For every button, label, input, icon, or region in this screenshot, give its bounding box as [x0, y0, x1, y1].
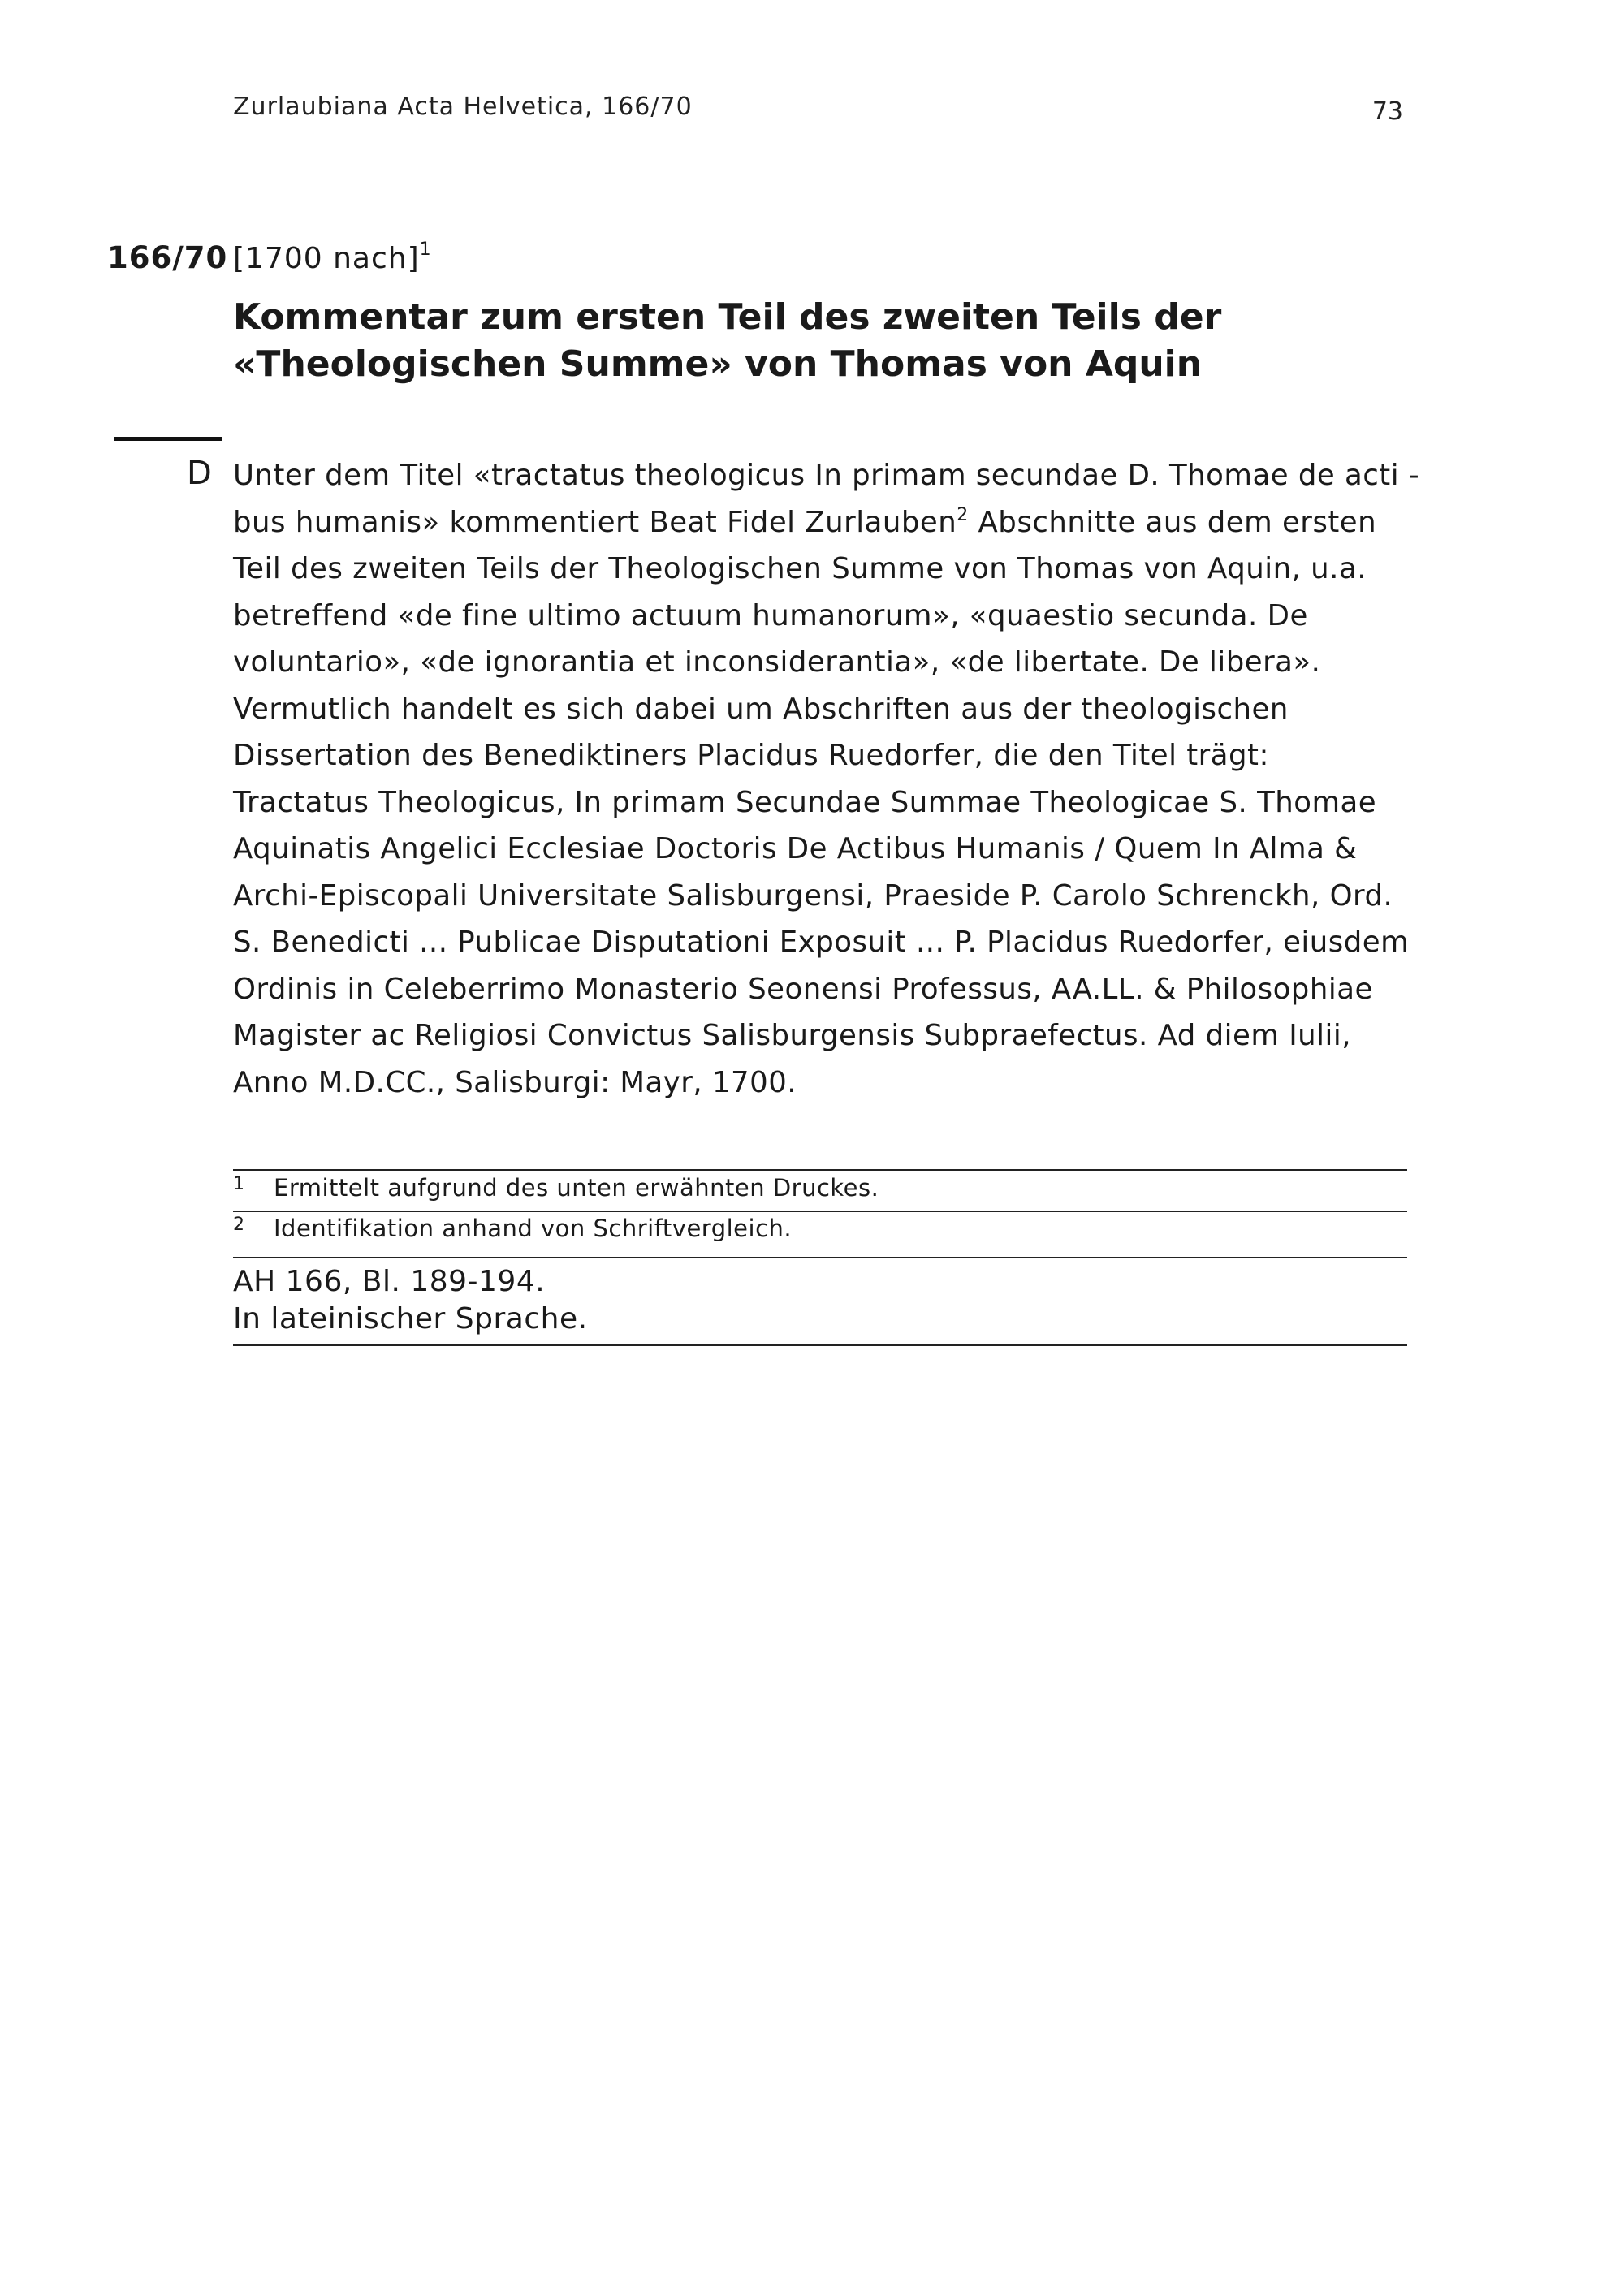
body-line-text: bus humanis» kommentiert Beat Fidel Zurlauben: [233, 505, 957, 539]
section-divider: [114, 437, 222, 441]
entry-title: [233, 294, 1410, 388]
footnote-text: Ermittelt aufgrund des unten erwähnten Druckes.: [274, 1174, 879, 1202]
footnote-rule: [233, 1169, 1407, 1171]
body-line: Teil des zweiten Teils der Theologischen Summe von Thomas von Aquin, u.a.: [233, 552, 1367, 585]
footnote-number: 1: [233, 1174, 245, 1194]
source-rule: [233, 1257, 1407, 1258]
body-line: Dissertation des Benediktiners Placidus Ruedorfer, die den Titel trägt:: [233, 739, 1269, 772]
source-note: [233, 1263, 1407, 1338]
body-line: Magister ac Religiosi Convictus Salisburgensis Subpraefectus. Ad diem Iulii,: [233, 1019, 1352, 1052]
page-number: 73: [1371, 97, 1403, 126]
body-line: Anno M.D.CC., Salisburgi: Mayr, 1700.: [233, 1065, 797, 1099]
entry-number: 166/70: [107, 240, 228, 275]
entry-date: [233, 242, 432, 275]
body-line: Aquinatis Angelici Ecclesiae Doctoris De Actibus Humanis / Quem In Alma &: [233, 832, 1358, 865]
entry-title-line: «Theologischen Summe» von Thomas von Aquin: [233, 343, 1203, 385]
body-line: Archi-Episcopali Universitate Salisburgensi, Praeside P. Carolo Schrenckh, Ord.: [233, 878, 1393, 913]
footnote-ref-2: 2: [957, 504, 969, 525]
body-line: S. Benedicti ... Publicae Disputationi Exposuit ... P. Placidus Ruedorfer, eiusdem: [233, 926, 1410, 959]
footnote-rule: [233, 1211, 1407, 1212]
source-shelfmark: AH 166, Bl. 189-194.: [233, 1265, 546, 1298]
body-line: [233, 499, 1419, 546]
body-line: Ordinis in Celeberrimo Monasterio Seonensi Professus, AA.LL. & Philosophiae: [233, 972, 1373, 1006]
body-line: voluntario», «de ignorantia et inconsiderantia», «de libertate. De libera».: [233, 645, 1321, 679]
source-rule-bottom: [233, 1344, 1407, 1346]
running-head: Zurlaubiana Acta Helvetica, 166/70: [233, 93, 693, 121]
source-language: In lateinischer Sprache.: [233, 1302, 588, 1336]
body-line: Vermutlich handelt es sich dabei um Abschriften aus der theologischen: [233, 692, 1289, 726]
section-marker: D: [187, 455, 212, 492]
body-line: Unter dem Titel «tractatus theologicus In primam secundae D. Thomae de acti -: [233, 459, 1420, 492]
footnote: [233, 1215, 1407, 1242]
entry-title-line: Kommentar zum ersten Teil des zweiten Teils der: [233, 296, 1222, 338]
footnote-number: 2: [233, 1215, 245, 1235]
description-body: [233, 452, 1419, 1106]
entry-date-text: [1700 nach]: [233, 242, 420, 275]
body-line-text: Abschnitte aus dem ersten: [968, 505, 1377, 539]
body-line: betreffend «de fine ultimo actuum humanorum», «quaestio secunda. De: [233, 598, 1308, 632]
body-line: Tractatus Theologicus, In primam Secundae Summae Theologicae S. Thomae: [233, 785, 1377, 819]
footnote-text: Identifikation anhand von Schriftvergleich.: [274, 1215, 793, 1242]
footnote-ref-1: 1: [419, 240, 432, 260]
footnote: [233, 1174, 1407, 1202]
